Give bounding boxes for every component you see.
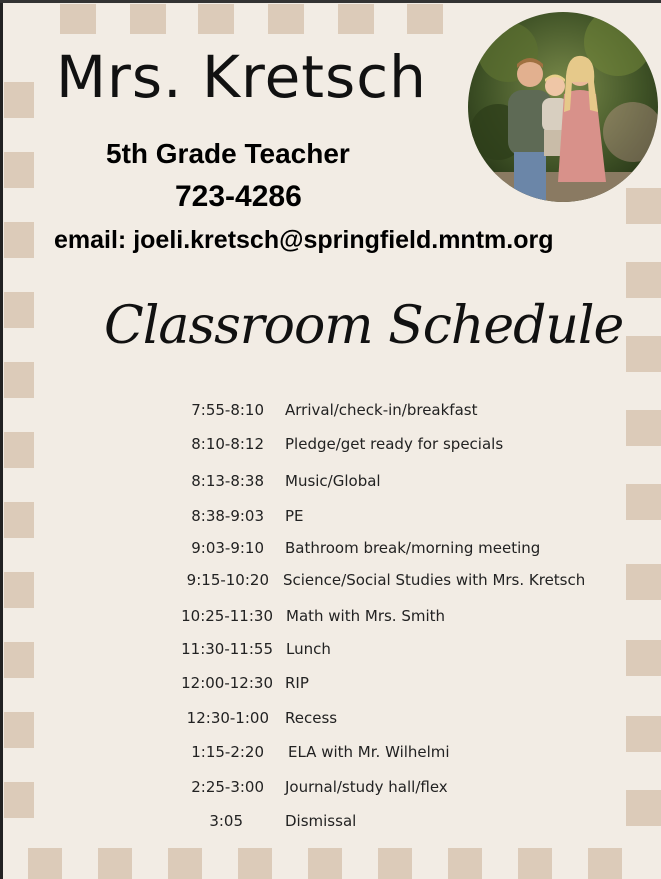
border-square bbox=[378, 848, 412, 879]
border-square bbox=[4, 362, 34, 398]
border-square bbox=[626, 336, 661, 372]
schedule-time: 3:05 bbox=[209, 812, 243, 830]
schedule-row bbox=[0, 778, 661, 800]
border-square bbox=[4, 222, 34, 258]
schedule-row bbox=[0, 812, 661, 834]
schedule-time: 8:13-8:38 bbox=[191, 472, 264, 490]
schedule-row bbox=[0, 539, 661, 561]
schedule-activity: Bathroom break/morning meeting bbox=[285, 539, 541, 557]
schedule-row bbox=[0, 709, 661, 731]
schedule-row bbox=[0, 640, 661, 662]
border-square bbox=[308, 848, 342, 879]
border-square bbox=[198, 4, 234, 34]
schedule-row bbox=[0, 472, 661, 494]
border-square bbox=[168, 848, 202, 879]
schedule-row bbox=[0, 743, 661, 765]
schedule-row bbox=[0, 435, 661, 457]
schedule-time: 12:30-1:00 bbox=[186, 709, 269, 727]
teacher-role: 5th Grade Teacher bbox=[106, 138, 350, 169]
border-square bbox=[268, 4, 304, 34]
schedule-activity: PE bbox=[285, 507, 304, 525]
schedule-activity: Lunch bbox=[286, 640, 331, 658]
border-square bbox=[626, 188, 661, 224]
schedule-time: 8:10-8:12 bbox=[191, 435, 264, 453]
family-photo bbox=[468, 12, 658, 202]
schedule-row bbox=[0, 571, 661, 593]
teacher-name: Mrs. Kretsch bbox=[56, 43, 427, 111]
email-address: email: joeli.kretsch@springfield.mntm.org bbox=[54, 226, 554, 254]
border-square bbox=[588, 848, 622, 879]
border-square bbox=[4, 82, 34, 118]
border-square bbox=[4, 152, 34, 188]
schedule-time: 9:03-9:10 bbox=[191, 539, 264, 557]
border-square bbox=[518, 848, 552, 879]
schedule-row bbox=[0, 401, 661, 423]
schedule-activity: Dismissal bbox=[285, 812, 357, 830]
schedule-time: 2:25-3:00 bbox=[191, 778, 264, 796]
schedule-activity: RIP bbox=[285, 674, 309, 692]
schedule-activity: ELA with Mr. Wilhelmi bbox=[288, 743, 450, 761]
border-square bbox=[448, 848, 482, 879]
schedule-time: 7:55-8:10 bbox=[191, 401, 264, 419]
border-square bbox=[98, 848, 132, 879]
border-square bbox=[130, 4, 166, 34]
schedule-activity: Music/Global bbox=[285, 472, 381, 490]
border-square bbox=[338, 4, 374, 34]
schedule-activity: Recess bbox=[285, 709, 338, 727]
border-square bbox=[28, 848, 62, 879]
schedule-time: 1:15-2:20 bbox=[191, 743, 264, 761]
schedule-activity: Science/Social Studies with Mrs. Kretsch bbox=[283, 571, 586, 589]
schedule-row bbox=[0, 674, 661, 696]
border-square bbox=[4, 292, 34, 328]
phone-number: 723-4286 bbox=[175, 180, 302, 213]
schedule-time: 12:00-12:30 bbox=[181, 674, 273, 692]
border-square bbox=[60, 4, 96, 34]
border-square bbox=[238, 848, 272, 879]
schedule-activity: Math with Mrs. Smith bbox=[286, 607, 446, 625]
schedule-activity: Journal/study hall/flex bbox=[285, 778, 448, 796]
schedule-activity: Arrival/check-in/breakfast bbox=[285, 401, 478, 419]
schedule-time: 11:30-11:55 bbox=[181, 640, 273, 658]
schedule-time: 9:15-10:20 bbox=[186, 571, 269, 589]
schedule-row bbox=[0, 507, 661, 529]
top-edge-border bbox=[0, 0, 661, 3]
schedule-activity: Pledge/get ready for specials bbox=[285, 435, 504, 453]
schedule-time: 10:25-11:30 bbox=[181, 607, 273, 625]
schedule-time: 8:38-9:03 bbox=[191, 507, 264, 525]
border-square bbox=[407, 4, 443, 34]
schedule-row bbox=[0, 607, 661, 629]
border-square bbox=[626, 262, 661, 298]
schedule-title: Classroom Schedule bbox=[104, 296, 624, 356]
